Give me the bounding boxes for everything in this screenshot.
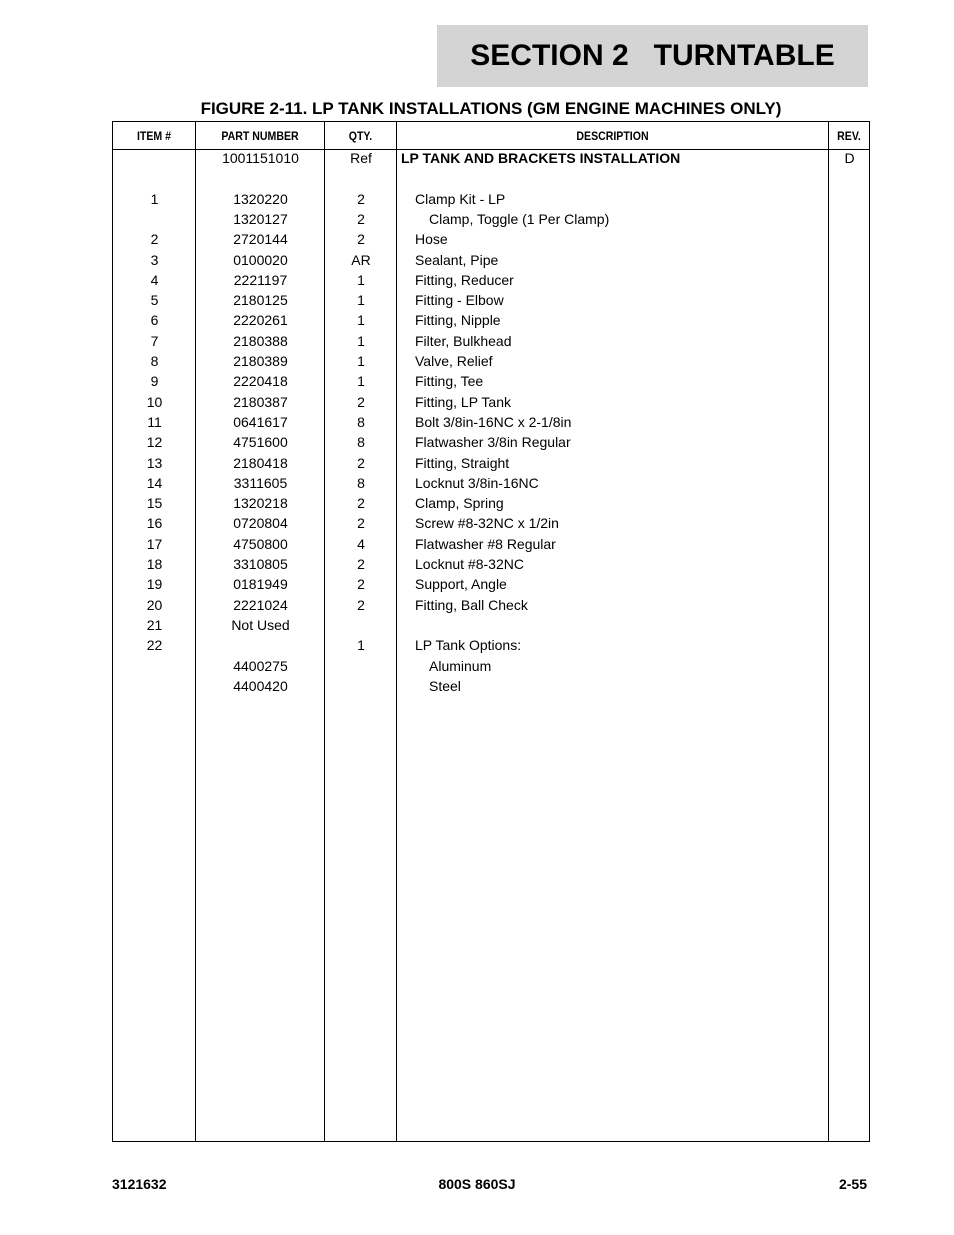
cell-description: Flatwasher 3/8in Regular	[415, 434, 571, 451]
table-row	[113, 331, 869, 351]
cell-description: Hose	[415, 231, 448, 248]
cell-description: Clamp Kit - LP	[415, 190, 506, 207]
cell-description: Fitting, Tee	[415, 373, 484, 390]
cell-rev: D	[844, 150, 855, 166]
table-row	[113, 432, 869, 452]
cell-part-number: 0720804	[233, 515, 288, 532]
cell-part-number: 4400420	[233, 677, 288, 694]
cell-rev	[829, 351, 870, 371]
cell-rev	[829, 493, 870, 513]
cell-description: Filter, Bulkhead	[415, 332, 512, 349]
cell-rev	[829, 209, 870, 229]
cell-description: Bolt 3/8in-16NC x 2-1/8in	[415, 413, 572, 430]
table-row	[113, 635, 869, 655]
cell-description: Sealant, Pipe	[415, 251, 499, 268]
cell-item	[113, 209, 196, 229]
column-header-part-number: PART NUMBER	[221, 128, 299, 143]
cell-part-number: 1320218	[233, 495, 288, 512]
cell-qty: 1	[357, 373, 365, 390]
cell-part-number: 2221024	[233, 596, 288, 613]
cell-qty: AR	[351, 251, 371, 268]
cell-rev	[829, 189, 870, 209]
cell-rev	[829, 392, 870, 412]
cell-qty: 2	[357, 495, 365, 512]
cell-item	[113, 656, 196, 676]
cell-item: 13	[146, 454, 163, 471]
parts-table	[112, 121, 870, 1142]
cell-part-number: 2220418	[233, 373, 288, 390]
cell-item: 6	[150, 312, 159, 329]
cell-part-number: 2221197	[233, 271, 288, 288]
cell-qty: Ref	[350, 150, 372, 166]
cell-item: 11	[147, 413, 162, 430]
cell-item	[113, 168, 196, 188]
cell-item: 3	[150, 251, 159, 268]
cell-description: Steel	[429, 677, 461, 694]
table-row	[113, 209, 869, 229]
table-row	[113, 493, 869, 513]
cell-rev	[829, 635, 870, 655]
figure-title: FIGURE 2-11. LP TANK INSTALLATIONS (GM ENGINE MACHINES ONLY)	[200, 99, 782, 118]
cell-description: Aluminum	[429, 657, 492, 674]
cell-rev	[829, 168, 870, 188]
column-header-description: DESCRIPTION	[576, 128, 649, 143]
cell-part-number: 3311605	[233, 474, 288, 491]
cell-qty	[325, 676, 397, 696]
cell-item: 15	[146, 495, 163, 512]
cell-part-number: 3310805	[233, 556, 288, 572]
cell-qty	[325, 168, 397, 188]
cell-part-number: Not Used	[231, 616, 290, 633]
table-row	[113, 574, 869, 594]
cell-part-number: 4400275	[233, 657, 288, 674]
cell-part-number: 2720144	[233, 231, 288, 248]
footer-doc-number: 3121632	[112, 1176, 167, 1192]
table-row	[113, 351, 869, 371]
cell-item: 20	[146, 596, 163, 613]
section-title: SECTION 2 TURNTABLE	[470, 39, 835, 72]
cell-description: Clamp, Toggle (1 Per Clamp)	[429, 210, 610, 227]
cell-part-number: 1001151010	[222, 150, 299, 166]
column-header-qty: QTY.	[348, 128, 373, 143]
cell-rev	[829, 513, 870, 533]
cell-item: 16	[146, 515, 163, 532]
cell-rev	[829, 229, 870, 249]
table-row	[113, 615, 869, 635]
cell-description: Flatwasher #8 Regular	[415, 535, 556, 552]
table-row	[113, 189, 869, 209]
table-row	[113, 473, 869, 493]
table-row	[113, 412, 869, 432]
cell-qty: 8	[357, 474, 365, 491]
cell-part-number: 2180125	[233, 292, 288, 309]
cell-rev	[829, 676, 870, 696]
cell-part-number: 2180388	[233, 332, 288, 349]
table-row	[113, 513, 869, 533]
cell-item: 17	[146, 535, 163, 552]
cell-part-number	[196, 635, 325, 655]
cell-item: 21	[146, 616, 163, 633]
column-header-rev: REV.	[837, 128, 861, 143]
cell-description: LP TANK AND BRACKETS INSTALLATION	[401, 150, 681, 166]
table-row	[113, 676, 869, 696]
cell-item: 12	[146, 434, 163, 451]
cell-item	[113, 148, 196, 168]
table-row	[113, 310, 869, 330]
cell-rev	[829, 412, 870, 432]
cell-description: Clamp, Spring	[415, 495, 504, 512]
cell-qty: 2	[357, 190, 365, 207]
cell-description: LP Tank Options:	[415, 637, 522, 654]
cell-qty: 2	[357, 393, 365, 410]
cell-rev	[829, 615, 870, 635]
cell-qty: 1	[357, 637, 365, 654]
cell-qty: 8	[357, 434, 365, 451]
table-row	[113, 250, 869, 270]
table-row	[113, 371, 869, 391]
cell-item: 4	[150, 271, 159, 288]
cell-part-number: 2180389	[233, 353, 288, 369]
table-row	[113, 534, 869, 554]
cell-description: Screw #8-32NC x 1/2in	[415, 515, 559, 532]
cell-rev	[829, 371, 870, 391]
table-row	[113, 392, 869, 412]
cell-qty: 1	[357, 271, 365, 288]
cell-part-number: 2180418	[233, 454, 288, 471]
table-row	[113, 290, 869, 310]
cell-rev	[829, 290, 870, 310]
cell-item: 22	[146, 637, 163, 654]
table-row	[113, 229, 869, 249]
cell-part-number: 0100020	[233, 251, 288, 268]
cell-part-number: 1320220	[233, 190, 288, 207]
cell-rev	[829, 310, 870, 330]
cell-qty: 2	[357, 231, 365, 248]
cell-rev	[829, 656, 870, 676]
cell-qty: 1	[357, 292, 365, 309]
cell-item: 10	[146, 393, 163, 410]
cell-part-number: 4751600	[233, 434, 288, 451]
cell-item: 9	[150, 373, 159, 390]
cell-part-number: 0641617	[233, 413, 288, 430]
cell-description: Fitting, Ball Check	[415, 596, 528, 613]
cell-rev	[829, 453, 870, 473]
cell-part-number: 0181949	[233, 576, 288, 593]
cell-item: 19	[146, 576, 163, 593]
cell-qty	[325, 656, 397, 676]
cell-rev	[829, 554, 870, 574]
cell-qty: 8	[357, 413, 365, 430]
cell-qty: 2	[357, 515, 365, 532]
cell-qty: 2	[357, 210, 365, 227]
column-header-item: ITEM #	[136, 128, 172, 143]
cell-description: Locknut #8-32NC	[415, 556, 524, 572]
cell-qty: 4	[357, 535, 365, 552]
table-row	[113, 270, 869, 290]
cell-rev	[829, 250, 870, 270]
cell-description: Fitting, LP Tank	[415, 393, 511, 410]
table-row	[113, 656, 869, 676]
cell-description: Fitting - Elbow	[415, 292, 504, 309]
cell-description: Fitting, Straight	[415, 454, 510, 471]
cell-rev	[829, 270, 870, 290]
table-row	[113, 168, 869, 188]
cell-qty: 1	[357, 353, 365, 369]
cell-item: 14	[146, 474, 163, 491]
cell-description: Valve, Relief	[415, 353, 493, 369]
cell-item: 1	[150, 190, 159, 207]
cell-description: Locknut 3/8in-16NC	[415, 474, 539, 491]
cell-item	[113, 676, 196, 696]
cell-item: 18	[146, 556, 163, 572]
cell-item: 8	[150, 353, 159, 369]
cell-description: Fitting, Nipple	[415, 312, 501, 329]
cell-item: 7	[150, 332, 159, 349]
cell-rev	[829, 574, 870, 594]
cell-part-number: 4750800	[233, 535, 288, 552]
cell-description	[397, 168, 833, 188]
cell-rev	[829, 595, 870, 615]
cell-qty: 2	[357, 596, 365, 613]
cell-description: Fitting, Reducer	[415, 271, 514, 288]
cell-rev	[829, 432, 870, 452]
cell-part-number: 1320127	[233, 210, 288, 227]
cell-description: Support, Angle	[415, 576, 507, 593]
table-row	[113, 595, 869, 615]
table-row	[113, 453, 869, 473]
cell-qty: 1	[357, 312, 365, 329]
table-row	[113, 554, 869, 574]
cell-item: 5	[150, 292, 159, 309]
cell-item: 2	[150, 231, 159, 248]
cell-qty: 2	[357, 556, 365, 572]
cell-qty	[325, 615, 397, 635]
footer-model: 800S 860SJ	[438, 1176, 516, 1192]
footer-page-number: 2-55	[838, 1176, 867, 1192]
cell-rev	[829, 331, 870, 351]
cell-rev	[829, 473, 870, 493]
cell-qty: 2	[357, 454, 365, 471]
cell-part-number	[196, 168, 325, 188]
cell-qty: 1	[357, 332, 365, 349]
section-banner	[437, 25, 868, 87]
cell-qty: 2	[357, 576, 365, 593]
cell-part-number: 2220261	[233, 312, 288, 329]
cell-description	[397, 615, 847, 635]
table-row	[113, 148, 869, 168]
cell-rev	[829, 534, 870, 554]
cell-part-number: 2180387	[233, 393, 288, 410]
